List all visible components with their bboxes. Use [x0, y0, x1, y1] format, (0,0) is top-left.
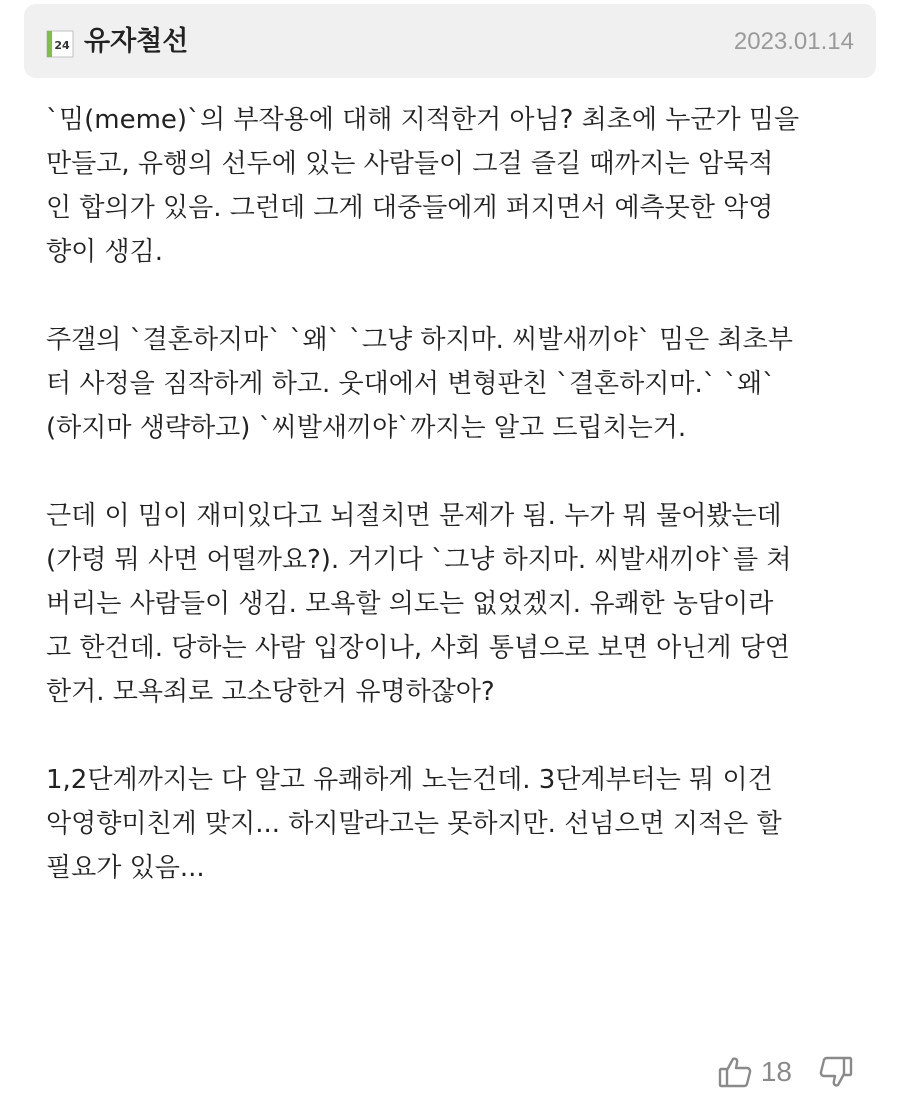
comment-header [24, 4, 876, 78]
thumbs-down-icon[interactable] [818, 1054, 854, 1090]
like-button[interactable] [717, 1054, 818, 1090]
like-count: 18 [760, 1056, 792, 1087]
comment-body [46, 98, 876, 890]
comment-paragraph: 근데 이 밈이 재미있다고 뇌절치면 문제가 됨. 누가 뭐 물어봤는데 (가령 뭐 사면 어떨까요?). 거기다 `그냥 하지마. 씨발새끼야`를 쳐 버리는 사람들이 생김. 모욕할 의도는 없었겠지. 유쾌한 농담이라 고 한건데. 당하는 사람 입장이나, 사회 통념으로 보면 아닌게 당연 한거. 모욕죄로 고소당한거 유명하잖아? [46, 501, 792, 707]
thumbs-up-icon[interactable] [717, 1054, 753, 1090]
comment-paragraph: 1,2단계까지는 다 알고 유쾌하게 노는건데. 3단계부터는 뭐 이건 악영향미친게 맞지... 하지말라고는 못하지만. 선넘으면 지적은 할 필요가 있음... [46, 765, 782, 883]
comment-paragraph: `밈(meme)`의 부작용에 대해 지적한거 아님? 최초에 누군가 밈을 만들고, 유행의 선두에 있는 사람들이 그걸 즐길 때까지는 암묵적 인 합의가 있음. 그런데 그게 대중들에게 퍼지면서 예측못한 악영 향이 생김. [46, 105, 800, 267]
comment-date: 2023.01.14 [733, 28, 854, 55]
dislike-button[interactable] [818, 1054, 854, 1090]
comment-paragraph: 주갤의 `결혼하지마` `왜` `그냥 하지마. 씨발새끼야` 밈은 최초부 터 사정을 짐작하게 하고. 웃대에서 변형판친 `결혼하지마.` `왜` (하지마 생략하고) `씨발새끼야`까지는 알고 드립치는거. [46, 325, 793, 443]
level-badge-number: 24 [54, 39, 70, 52]
level-badge-icon [46, 30, 74, 58]
vote-bar [717, 1050, 854, 1094]
author-name[interactable]: 유자철선 [84, 26, 189, 57]
